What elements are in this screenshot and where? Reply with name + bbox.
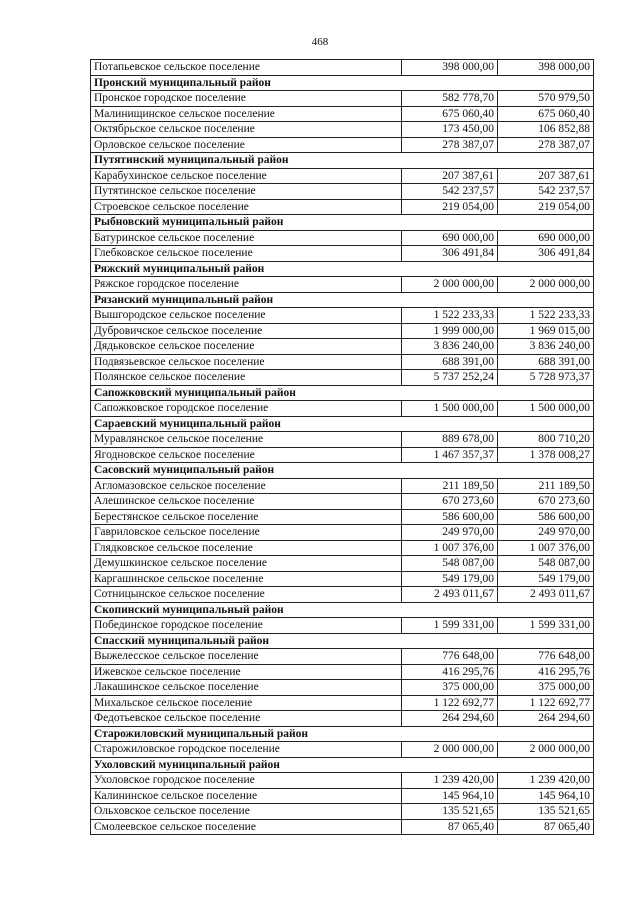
- table-body: [91, 60, 594, 835]
- table-row: [91, 478, 594, 494]
- empty-cell: [402, 726, 498, 742]
- table-row: [91, 184, 594, 200]
- budget-table: [90, 59, 594, 835]
- region-header-row: [91, 602, 594, 618]
- table-row: [91, 788, 594, 804]
- table-row: [91, 525, 594, 541]
- table-row: [91, 354, 594, 370]
- empty-cell: [498, 215, 594, 231]
- region-name: Ряжский муниципальный район: [91, 261, 402, 277]
- settlement-name: Потапьевское сельское поселение: [91, 60, 402, 76]
- table-row: [91, 587, 594, 603]
- amount-cell-2: 688 391,00: [498, 354, 594, 370]
- table-row: [91, 370, 594, 386]
- table-row: [91, 277, 594, 293]
- amount-cell-2: 586 600,00: [498, 509, 594, 525]
- amount-cell-1: 582 778,70: [402, 91, 498, 107]
- table-row: [91, 168, 594, 184]
- table-row: [91, 230, 594, 246]
- region-name: Старожиловский муниципальный район: [91, 726, 402, 742]
- table-row: [91, 246, 594, 262]
- amount-cell-1: 1 007 376,00: [402, 540, 498, 556]
- table-row: [91, 664, 594, 680]
- table-row: [91, 199, 594, 215]
- amount-cell-2: 1 239 420,00: [498, 773, 594, 789]
- table-row: [91, 447, 594, 463]
- region-header-row: [91, 757, 594, 773]
- amount-cell-1: 3 836 240,00: [402, 339, 498, 355]
- amount-cell-2: 1 500 000,00: [498, 401, 594, 417]
- amount-cell-1: 207 387,61: [402, 168, 498, 184]
- amount-cell-2: 2 493 011,67: [498, 587, 594, 603]
- amount-cell-2: 542 237,57: [498, 184, 594, 200]
- settlement-name: Полянское сельское поселение: [91, 370, 402, 386]
- region-header-row: [91, 75, 594, 91]
- amount-cell-2: 278 387,07: [498, 137, 594, 153]
- settlement-name: Ягодновское сельское поселение: [91, 447, 402, 463]
- table-row: [91, 308, 594, 324]
- settlement-name: Берестянское сельское поселение: [91, 509, 402, 525]
- settlement-name: Орловское сельское поселение: [91, 137, 402, 153]
- table-row: [91, 571, 594, 587]
- empty-cell: [498, 385, 594, 401]
- amount-cell-2: 145 964,10: [498, 788, 594, 804]
- amount-cell-1: 670 273,60: [402, 494, 498, 510]
- region-header-row: [91, 292, 594, 308]
- table-row: [91, 742, 594, 758]
- settlement-name: Малинищинское сельское поселение: [91, 106, 402, 122]
- amount-cell-1: 278 387,07: [402, 137, 498, 153]
- settlement-name: Дубровичское сельское поселение: [91, 323, 402, 339]
- amount-cell-1: 2 000 000,00: [402, 742, 498, 758]
- empty-cell: [498, 292, 594, 308]
- settlement-name: Побединское городское поселение: [91, 618, 402, 634]
- table-row: [91, 106, 594, 122]
- settlement-name: Пронское городское поселение: [91, 91, 402, 107]
- amount-cell-2: 106 852,88: [498, 122, 594, 138]
- amount-cell-1: 542 237,57: [402, 184, 498, 200]
- table-row: [91, 618, 594, 634]
- amount-cell-1: 1 467 357,37: [402, 447, 498, 463]
- empty-cell: [402, 633, 498, 649]
- empty-cell: [498, 463, 594, 479]
- region-name: Ухоловский муниципальный район: [91, 757, 402, 773]
- empty-cell: [498, 633, 594, 649]
- amount-cell-1: 1 522 233,33: [402, 308, 498, 324]
- amount-cell-2: 306 491,84: [498, 246, 594, 262]
- amount-cell-2: 1 969 015,00: [498, 323, 594, 339]
- table-row: [91, 323, 594, 339]
- empty-cell: [498, 602, 594, 618]
- amount-cell-1: 211 189,50: [402, 478, 498, 494]
- settlement-name: Муравлянское сельское поселение: [91, 432, 402, 448]
- amount-cell-1: 87 065,40: [402, 819, 498, 835]
- amount-cell-1: 1 500 000,00: [402, 401, 498, 417]
- amount-cell-1: 5 737 252,24: [402, 370, 498, 386]
- settlement-name: Федотьевское сельское поселение: [91, 711, 402, 727]
- empty-cell: [498, 153, 594, 169]
- region-name: Рыбновский муниципальный район: [91, 215, 402, 231]
- settlement-name: Агломазовское сельское поселение: [91, 478, 402, 494]
- amount-cell-2: 549 179,00: [498, 571, 594, 587]
- amount-cell-1: 586 600,00: [402, 509, 498, 525]
- table-row: [91, 711, 594, 727]
- amount-cell-1: 135 521,65: [402, 804, 498, 820]
- region-name: Сараевский муниципальный район: [91, 416, 402, 432]
- amount-cell-2: 548 087,00: [498, 556, 594, 572]
- amount-cell-2: 5 728 973,37: [498, 370, 594, 386]
- region-name: Скопинский муниципальный район: [91, 602, 402, 618]
- settlement-name: Подвязьевское сельское поселение: [91, 354, 402, 370]
- table-row: [91, 649, 594, 665]
- amount-cell-1: 1 122 692,77: [402, 695, 498, 711]
- amount-cell-1: 690 000,00: [402, 230, 498, 246]
- amount-cell-1: 264 294,60: [402, 711, 498, 727]
- empty-cell: [402, 215, 498, 231]
- settlement-name: Глебковское сельское поселение: [91, 246, 402, 262]
- settlement-name: Смолеевское сельское поселение: [91, 819, 402, 835]
- settlement-name: Калининское сельское поселение: [91, 788, 402, 804]
- table-row: [91, 432, 594, 448]
- amount-cell-1: 889 678,00: [402, 432, 498, 448]
- settlement-name: Вышгородское сельское поселение: [91, 308, 402, 324]
- page-number: 468: [311, 36, 329, 48]
- amount-cell-2: 1 599 331,00: [498, 618, 594, 634]
- settlement-name: Гавриловское сельское поселение: [91, 525, 402, 541]
- table-row: [91, 819, 594, 835]
- region-header-row: [91, 416, 594, 432]
- amount-cell-2: 264 294,60: [498, 711, 594, 727]
- table-row: [91, 60, 594, 76]
- settlement-name: Каргашинское сельское поселение: [91, 571, 402, 587]
- region-header-row: [91, 633, 594, 649]
- table-row: [91, 695, 594, 711]
- region-header-row: [91, 261, 594, 277]
- empty-cell: [498, 757, 594, 773]
- amount-cell-1: 548 087,00: [402, 556, 498, 572]
- amount-cell-1: 675 060,40: [402, 106, 498, 122]
- table-row: [91, 680, 594, 696]
- amount-cell-1: 306 491,84: [402, 246, 498, 262]
- settlement-name: Строевское сельское поселение: [91, 199, 402, 215]
- amount-cell-2: 135 521,65: [498, 804, 594, 820]
- settlement-name: Сотницынское сельское поселение: [91, 587, 402, 603]
- amount-cell-1: 375 000,00: [402, 680, 498, 696]
- amount-cell-1: 219 054,00: [402, 199, 498, 215]
- amount-cell-2: 211 189,50: [498, 478, 594, 494]
- amount-cell-1: 416 295,76: [402, 664, 498, 680]
- amount-cell-1: 173 450,00: [402, 122, 498, 138]
- region-header-row: [91, 726, 594, 742]
- table-row: [91, 773, 594, 789]
- settlement-name: Ольховское сельское поселение: [91, 804, 402, 820]
- amount-cell-2: 570 979,50: [498, 91, 594, 107]
- empty-cell: [402, 261, 498, 277]
- empty-cell: [402, 757, 498, 773]
- region-name: Сасовский муниципальный район: [91, 463, 402, 479]
- amount-cell-1: 2 000 000,00: [402, 277, 498, 293]
- amount-cell-2: 1 378 008,27: [498, 447, 594, 463]
- amount-cell-2: 1 007 376,00: [498, 540, 594, 556]
- table-row: [91, 509, 594, 525]
- empty-cell: [498, 416, 594, 432]
- region-name: Рязанский муниципальный район: [91, 292, 402, 308]
- table-row: [91, 556, 594, 572]
- amount-cell-1: 249 970,00: [402, 525, 498, 541]
- amount-cell-2: 670 273,60: [498, 494, 594, 510]
- amount-cell-2: 800 710,20: [498, 432, 594, 448]
- settlement-name: Батуринское сельское поселение: [91, 230, 402, 246]
- settlement-name: Демушкинское сельское поселение: [91, 556, 402, 572]
- amount-cell-2: 776 648,00: [498, 649, 594, 665]
- amount-cell-1: 1 999 000,00: [402, 323, 498, 339]
- region-header-row: [91, 463, 594, 479]
- table-row: [91, 804, 594, 820]
- settlement-name: Выжелесское сельское поселение: [91, 649, 402, 665]
- settlement-name: Сапожковское городское поселение: [91, 401, 402, 417]
- empty-cell: [402, 416, 498, 432]
- empty-cell: [402, 385, 498, 401]
- region-header-row: [91, 153, 594, 169]
- region-name: Пронский муниципальный район: [91, 75, 402, 91]
- empty-cell: [402, 292, 498, 308]
- amount-cell-2: 2 000 000,00: [498, 742, 594, 758]
- settlement-name: Алешинское сельское поселение: [91, 494, 402, 510]
- amount-cell-2: 249 970,00: [498, 525, 594, 541]
- settlement-name: Карабухинское сельское поселение: [91, 168, 402, 184]
- amount-cell-2: 416 295,76: [498, 664, 594, 680]
- region-header-row: [91, 385, 594, 401]
- amount-cell-2: 1 522 233,33: [498, 308, 594, 324]
- settlement-name: Лакашинское сельское поселение: [91, 680, 402, 696]
- amount-cell-1: 1 599 331,00: [402, 618, 498, 634]
- amount-cell-2: 3 836 240,00: [498, 339, 594, 355]
- table-row: [91, 494, 594, 510]
- amount-cell-2: 690 000,00: [498, 230, 594, 246]
- empty-cell: [402, 153, 498, 169]
- table-row: [91, 137, 594, 153]
- settlement-name: Ухоловское городское поселение: [91, 773, 402, 789]
- settlement-name: Октябрьское сельское поселение: [91, 122, 402, 138]
- table-row: [91, 91, 594, 107]
- amount-cell-2: 675 060,40: [498, 106, 594, 122]
- empty-cell: [402, 75, 498, 91]
- table-row: [91, 540, 594, 556]
- amount-cell-2: 1 122 692,77: [498, 695, 594, 711]
- amount-cell-1: 776 648,00: [402, 649, 498, 665]
- table-row: [91, 122, 594, 138]
- amount-cell-1: 688 391,00: [402, 354, 498, 370]
- amount-cell-1: 549 179,00: [402, 571, 498, 587]
- settlement-name: Ижевское сельское поселение: [91, 664, 402, 680]
- amount-cell-2: 375 000,00: [498, 680, 594, 696]
- amount-cell-1: 1 239 420,00: [402, 773, 498, 789]
- settlement-name: Дядьковское сельское поселение: [91, 339, 402, 355]
- region-name: Путятинский муниципальный район: [91, 153, 402, 169]
- table-row: [91, 339, 594, 355]
- empty-cell: [498, 75, 594, 91]
- settlement-name: Глядковское сельское поселение: [91, 540, 402, 556]
- amount-cell-2: 207 387,61: [498, 168, 594, 184]
- amount-cell-2: 219 054,00: [498, 199, 594, 215]
- amount-cell-1: 398 000,00: [402, 60, 498, 76]
- empty-cell: [402, 463, 498, 479]
- settlement-name: Путятинское сельское поселение: [91, 184, 402, 200]
- amount-cell-2: 87 065,40: [498, 819, 594, 835]
- region-name: Сапожковский муниципальный район: [91, 385, 402, 401]
- empty-cell: [498, 726, 594, 742]
- region-header-row: [91, 215, 594, 231]
- settlement-name: Ряжское городское поселение: [91, 277, 402, 293]
- region-name: Спасский муниципальный район: [91, 633, 402, 649]
- empty-cell: [402, 602, 498, 618]
- amount-cell-1: 2 493 011,67: [402, 587, 498, 603]
- empty-cell: [498, 261, 594, 277]
- amount-cell-1: 145 964,10: [402, 788, 498, 804]
- table-row: [91, 401, 594, 417]
- amount-cell-2: 2 000 000,00: [498, 277, 594, 293]
- settlement-name: Старожиловское городское поселение: [91, 742, 402, 758]
- amount-cell-2: 398 000,00: [498, 60, 594, 76]
- settlement-name: Михальское сельское поселение: [91, 695, 402, 711]
